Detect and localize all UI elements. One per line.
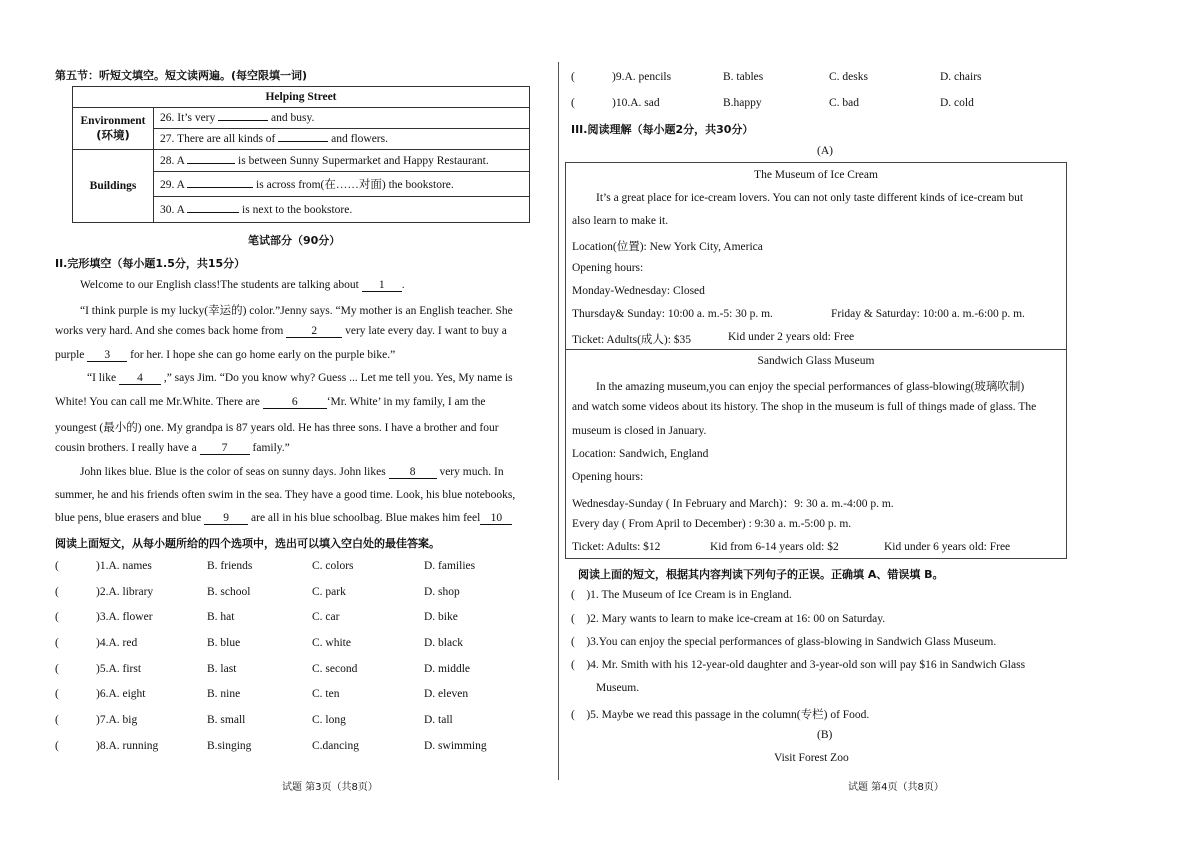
ticket-kids-free: Kid under 6 years old: Free [884, 541, 1011, 553]
opening-hours-label: Opening hours: [572, 471, 644, 483]
option-row: ( [55, 611, 59, 623]
option-b: B. last [207, 663, 237, 675]
right-page-footer: 试题 第4页（共8页） [848, 782, 944, 793]
section-5-heading: 第五节：听短文填空。短文读两遍。(每空限填一词) [55, 69, 308, 82]
option-a: )9.A. pencils [612, 71, 672, 83]
option-row: ( [55, 714, 59, 726]
option-row: ( [571, 97, 575, 109]
option-c: C. ten [312, 688, 340, 700]
option-d: D. eleven [424, 688, 469, 700]
option-b: B. small [207, 714, 246, 726]
option-a: )4.A. red [96, 637, 138, 649]
table-row-29: 29. A is across from(在……对面) the bookstore. [154, 172, 530, 197]
option-a: )10.A. sad [612, 97, 660, 109]
option-c: C. car [312, 611, 340, 623]
option-row: ( [55, 560, 59, 572]
left-page-footer: 试题 第3页（共8页） [282, 782, 378, 793]
passage-line-10: summer, he and his friends often swim in the sea. They have a good time. Look, his blue notebooks, [55, 489, 516, 501]
passage-line-11: blue pens, blue erasers and blue 9 are all in his blue schoolbag. Blue makes him feel 10 [55, 512, 512, 525]
part-a-label: (A) [817, 145, 833, 157]
visit-forest-zoo-title: Visit Forest Zoo [774, 752, 849, 764]
option-a: )7.A. big [96, 714, 138, 726]
tf-question: ( )2. Mary wants to learn to make ice-cream at 16: 00 on Saturday. [571, 613, 886, 625]
tf-question: ( )4. Mr. Smith with his 12-year-old daughter and 3-year-old son will pay $16 in Sandwich Glass [571, 659, 1026, 671]
ticket-kids: Kid under 2 years old: Free [728, 331, 855, 343]
option-c: C. long [312, 714, 346, 726]
option-d: D. middle [424, 663, 470, 675]
opening-hours-label: Opening hours: [572, 262, 644, 274]
section-3-heading: III.阅读理解（每小题2分，共30分） [571, 123, 754, 136]
written-part-title: 笔试部分（90分） [248, 234, 341, 247]
option-a: )1.A. names [96, 560, 152, 572]
cloze-instruction: 阅读上面短文，从每小题所给的四个选项中，选出可以填入空白处的最佳答案。 [55, 537, 440, 550]
option-c: C. colors [312, 560, 354, 572]
column-divider [558, 62, 559, 780]
passage-line-4: purple 3 for her. I hope she can go home early on the purple bike.” [55, 349, 396, 361]
option-a: )5.A. first [96, 663, 142, 675]
option-c: C. second [312, 663, 358, 675]
option-row: ( [55, 663, 59, 675]
museum-location: Location: Sandwich, England [572, 448, 709, 460]
table-row-26: 26. It’s very and busy. [154, 108, 530, 129]
option-d: D. chairs [940, 71, 982, 83]
table-row-30: 30. A is next to the bookstore. [154, 197, 530, 223]
ticket-kids: Kid from 6-14 years old: $2 [710, 541, 839, 553]
option-c: C.dancing [312, 740, 359, 752]
option-c: C. park [312, 586, 346, 598]
option-row: ( [55, 740, 59, 752]
option-b: B. blue [207, 637, 241, 649]
museum-description: In the amazing museum,you can enjoy the special performances of glass-blowing(玻璃吹制) [596, 381, 1025, 393]
option-c: C. desks [829, 71, 868, 83]
passage-line-5: “I like 4 ,” says Jim. “Do you know why? Guess ... Let me tell you. Yes, My name is [87, 372, 513, 384]
option-row: ( [571, 71, 575, 83]
museum-description-cont: also learn to make it. [572, 215, 669, 227]
option-b: B. tables [723, 71, 764, 83]
environment-label: Environment (环境) [73, 108, 154, 150]
hours-line: Thursday& Sunday: 10:00 a. m.-5: 30 p. m. [572, 308, 773, 320]
passage-line-7: youngest (最小的) one. My grandpa is 87 years old. He has three sons. I have a brother and four [55, 422, 499, 434]
passage-line-2: “I think purple is my lucky(幸运的) color.”Jenny says. “My mother is an English teacher. She [80, 305, 513, 317]
ticket-adults: Ticket: Adults(成人): $35 [572, 334, 692, 346]
option-b: B. school [207, 586, 251, 598]
museum-location: Location(位置): New York City, America [572, 241, 763, 253]
option-row: ( [55, 688, 59, 700]
tf-question: ( )1. The Museum of Ice Cream is in England. [571, 589, 792, 601]
passage-line-3: works very hard. And she comes back home from 2 very late every day. I want to buy a [55, 325, 507, 337]
passage-line-1: Welcome to our English class!The students are talking about 1 . [80, 279, 405, 291]
option-b: B. hat [207, 611, 235, 623]
tf-question: ( )5. Maybe we read this passage in the column(专栏) of Food. [571, 709, 870, 721]
option-d: D. swimming [424, 740, 487, 752]
passage-line-6: White! You can call me Mr.White. There are 6 ‘Mr. White’ in my family, I am the [55, 396, 486, 408]
glass-museum-box [565, 348, 1067, 559]
option-a: )8.A. running [96, 740, 159, 752]
hours-line: Monday-Wednesday: Closed [572, 285, 705, 297]
option-d: D. cold [940, 97, 974, 109]
hours-line: Every day ( From April to December) : 9:30 a. m.-5:00 p. m. [572, 518, 852, 530]
table-title: Helping Street [73, 87, 530, 108]
museum-title: Sandwich Glass Museum [757, 355, 875, 367]
table-row-27: 27. There are all kinds of and flowers. [154, 129, 530, 150]
option-b: B. nine [207, 688, 241, 700]
tf-question-cont: Museum. [596, 682, 640, 694]
helping-street-table [72, 86, 530, 223]
option-d: D. bike [424, 611, 458, 623]
true-false-instruction: 阅读上面的短文，根据其内容判读下列句子的正误。正确填 A、错误填 B。 [578, 568, 944, 581]
option-b: B. friends [207, 560, 253, 572]
option-row: ( [55, 586, 59, 598]
ticket-adults: Ticket: Adults: $12 [572, 541, 661, 553]
passage-line-9: John likes blue. Blue is the color of seas on sunny days. John likes 8 very much. In [80, 466, 504, 478]
ice-cream-museum-box [565, 162, 1067, 350]
option-c: C. bad [829, 97, 860, 109]
tf-question: ( )3.You can enjoy the special performances of glass-blowing in Sandwich Glass Museum. [571, 636, 997, 648]
museum-description-cont: museum is closed in January. [572, 425, 707, 437]
buildings-label: Buildings [73, 150, 154, 223]
museum-title: The Museum of Ice Cream [754, 169, 878, 181]
option-d: D. shop [424, 586, 460, 598]
museum-description: It’s a great place for ice-cream lovers. You can not only taste different kinds of ice-cream but [596, 192, 1024, 204]
option-d: D. black [424, 637, 463, 649]
part-b-label: (B) [817, 729, 833, 741]
option-a: )2.A. library [96, 586, 154, 598]
option-d: D. tall [424, 714, 453, 726]
option-a: )3.A. flower [96, 611, 153, 623]
hours-line: Friday & Saturday: 10:00 a. m.-6:00 p. m. [831, 308, 1025, 320]
museum-description-cont: and watch some videos about its history. The shop in the museum is full of things made of glass. The [572, 401, 1037, 413]
option-d: D. families [424, 560, 476, 572]
section-2-heading: II.完形填空（每小题1.5分，共15分） [55, 257, 246, 270]
table-row-28: 28. A is between Sunny Supermarket and Happy Restaurant. [154, 150, 530, 172]
option-c: C. white [312, 637, 351, 649]
option-a: )6.A. eight [96, 688, 146, 700]
passage-line-8: cousin brothers. I really have a 7 family.” [55, 442, 290, 454]
hours-line: Wednesday-Sunday ( In February and March)：9: 30 a. m.-4:00 p. m. [572, 498, 894, 510]
option-b: B.happy [723, 97, 762, 109]
option-row: ( [55, 637, 59, 649]
option-b: B.singing [207, 740, 252, 752]
